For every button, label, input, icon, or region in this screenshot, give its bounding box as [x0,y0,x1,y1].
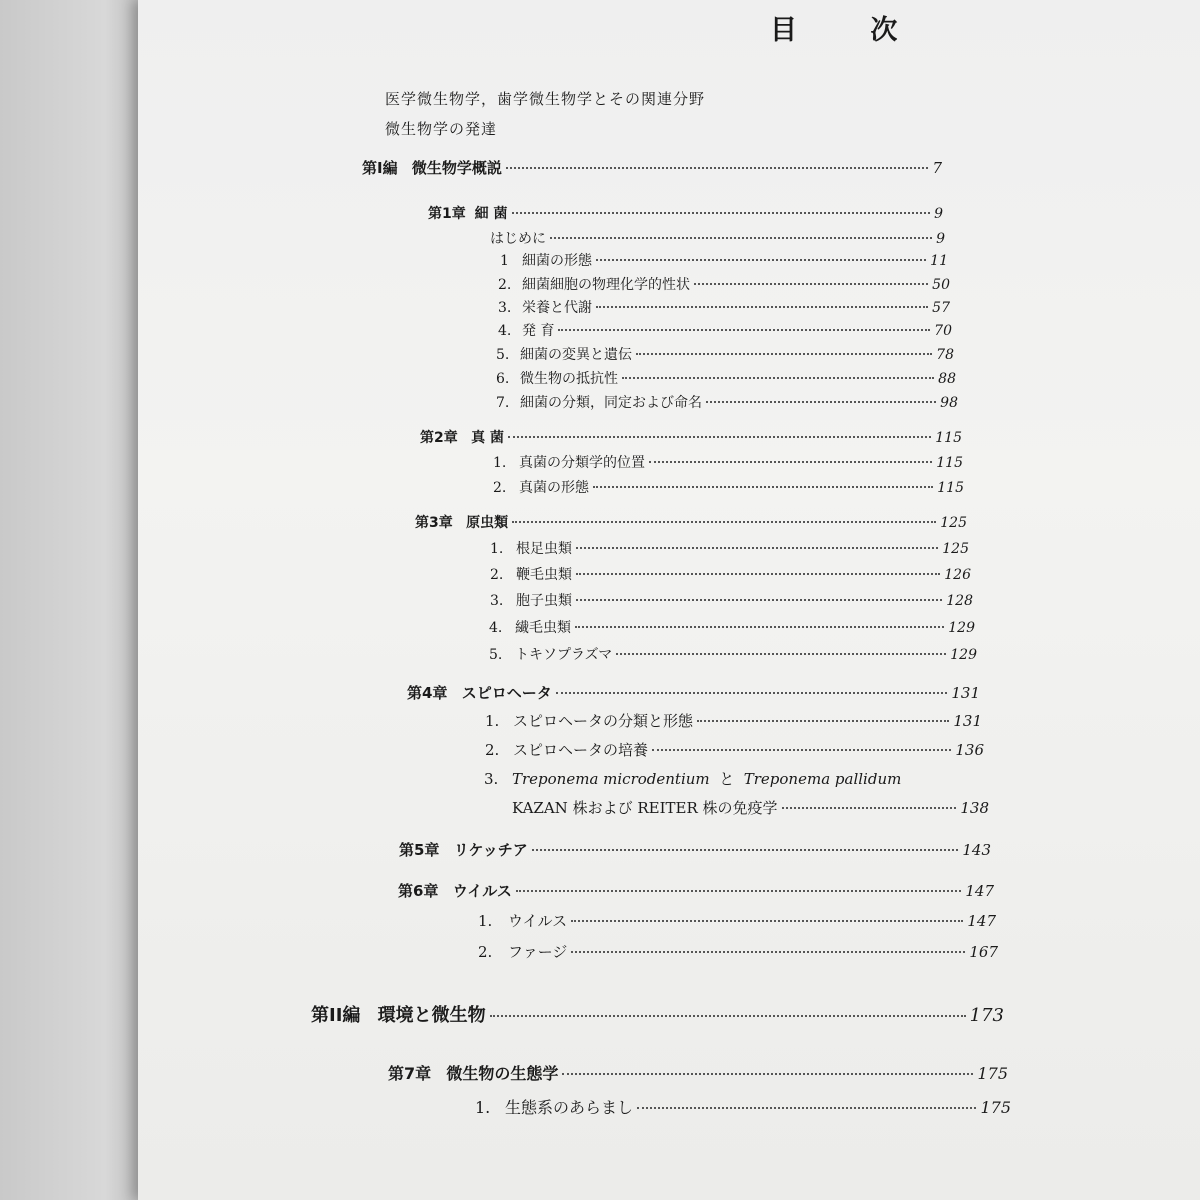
leader-dots [532,849,959,851]
facing-page [0,0,150,1200]
leader-dots [490,1015,966,1017]
page-number: 167 [969,943,998,961]
entry-title: はじめに [490,231,546,247]
page-number: 129 [950,647,977,663]
chapter-label: 第7章 [388,1064,432,1083]
chapter-title: リケッチア [453,841,528,859]
chapter-title: 原虫類 [466,515,509,531]
entry-title: 栄養と代謝 [522,300,592,316]
toc-entry-continued[interactable] [512,797,989,818]
leader-dots [636,353,932,355]
entry-title: 根足虫類 [516,541,572,557]
page-number: 125 [940,515,967,531]
leader-dots [506,167,929,169]
entry-number: 1. [490,541,504,557]
toc-part-2[interactable] [311,1001,1004,1027]
page-title: 目 次 [770,15,930,46]
page-number: 129 [948,620,975,636]
page-number: 131 [951,684,980,702]
entry-number: 2. [493,480,507,496]
entry-title: KAZAN 株および REITER 株の免疫学 [512,799,778,817]
entry-title: 細菌の分類，同定および命名 [520,395,702,411]
entry-title: スピロヘータの培養 [513,741,649,759]
leader-dots [637,1107,976,1109]
entry-number: 4. [489,620,503,636]
toc-chapter-5[interactable] [399,839,991,860]
part-label: 第Ⅰ編 [362,159,398,177]
toc-entry[interactable] [490,564,971,584]
page-number: 175 [980,1098,1011,1117]
species-name: Treponema pallidum [743,770,902,788]
chapter-label: 第3章 [415,515,453,531]
entry-title: 鞭毛虫類 [516,567,572,583]
page-number: 50 [932,277,950,293]
species-name: Treponema microdentium [512,770,710,788]
entry-number: 2. [485,741,500,759]
leader-dots [516,890,962,892]
chapter-title: 微生物の生態学 [446,1064,559,1083]
chapter-title: 細 菌 [474,206,508,222]
page-number: 115 [936,455,963,471]
toc-entry[interactable] [493,452,963,472]
page-number: 78 [936,347,954,363]
entry-title: スピロヘータの分類と形態 [513,712,694,730]
leader-dots [512,212,931,214]
leader-dots [576,573,940,575]
leader-dots [596,259,926,261]
toc-entry[interactable] [498,320,952,340]
part-label: 第II編 [311,1005,361,1026]
leader-dots [571,920,963,922]
leader-dots [562,1073,973,1075]
entry-title: トキソプラズマ [515,647,613,663]
leader-dots [649,461,932,463]
entry-number: 3. [490,593,504,609]
leader-dots [596,306,928,308]
entry-number: 1. [475,1098,491,1117]
chapter-label: 第6章 [398,882,439,900]
leader-dots [575,626,944,628]
leader-dots [652,749,951,751]
page-number: 115 [935,430,962,446]
toc-entry[interactable] [500,250,948,270]
toc-entry[interactable] [490,538,969,558]
leader-dots [706,401,936,403]
page-number: 88 [938,371,956,387]
chapter-title: 真 菌 [471,430,504,446]
toc-entry[interactable] [489,617,975,637]
leader-dots [571,951,965,953]
chapter-label: 第1章 [428,206,466,222]
entry-number: 2. [498,277,512,293]
entry-number: 3. [498,300,512,316]
entry-number: 1. [478,912,493,930]
toc-entry[interactable] [478,910,996,931]
page-number: 128 [946,593,973,609]
toc-entry[interactable] [478,941,998,962]
chapter-label: 第4章 [407,684,448,702]
toc-chapter-6[interactable] [398,880,994,901]
toc-chapter-7[interactable] [388,1061,1008,1084]
entry-number: 7. [496,395,510,411]
toc-entry[interactable] [496,344,954,364]
leader-dots [508,436,931,438]
leader-dots [616,653,946,655]
toc-entry[interactable] [489,644,977,664]
leader-dots [558,329,930,331]
page-number: 131 [953,712,982,730]
page-number: 9 [934,206,943,222]
entry-title: 発 育 [522,323,555,339]
entry-number: 4. [498,323,512,339]
toc-entry-multiline[interactable] [484,768,901,789]
leader-dots [576,547,938,549]
toc-chapter-2[interactable] [420,427,962,447]
page-number: 98 [940,395,958,411]
entry-number: 2. [490,567,504,583]
toc-entry[interactable] [493,477,964,497]
entry-number: 1. [493,455,507,471]
part-title: 環境と微生物 [377,1005,486,1026]
page-number: 136 [955,741,984,759]
entry-title: 細菌の変異と遺伝 [520,347,632,363]
toc-chapter-1[interactable] [428,203,943,223]
toc-entry[interactable] [498,297,950,317]
toc-entry[interactable] [490,228,945,248]
entry-title: 細菌の形態 [522,253,592,269]
page-number: 126 [944,567,971,583]
leader-dots [556,692,948,694]
page-number: 70 [934,323,952,339]
leader-dots [576,599,942,601]
entry-number: 6. [496,371,510,387]
conjunction: と [719,770,735,788]
entry-number: 3. [484,770,499,788]
entry-title: ファージ [508,943,568,961]
page-number: 57 [932,300,950,316]
leader-dots [697,720,949,722]
chapter-label: 第5章 [399,841,440,859]
leader-dots [694,283,928,285]
entry-title: 真菌の形態 [519,480,589,496]
page-number: 9 [936,231,945,247]
toc-entry[interactable] [496,368,956,388]
chapter-label: 第2章 [420,430,458,446]
page-number: 147 [967,912,996,930]
toc-entry[interactable] [490,590,973,610]
entry-number: 1 [500,253,509,269]
leader-dots [782,807,957,809]
entry-title: ウイルス [508,912,568,930]
leader-dots [593,486,933,488]
entry-title: 胞子虫類 [516,593,572,609]
entry-number: 5. [489,647,503,663]
entry-title: 真菌の分類学的位置 [519,455,645,471]
entry-number: 5. [496,347,510,363]
page-number: 125 [942,541,969,557]
page-number: 115 [937,480,964,496]
toc-entry[interactable] [475,1095,1011,1118]
page-number: 7 [932,159,942,177]
leader-dots [550,237,932,239]
leader-dots [512,521,936,523]
page-number: 138 [960,799,989,817]
toc-entry[interactable] [496,392,958,412]
page-number: 173 [969,1005,1004,1026]
toc-entry[interactable] [485,739,984,760]
toc-chapter-4[interactable] [407,682,980,703]
toc-chapter-3[interactable] [415,512,967,532]
part-title: 微生物学概説 [411,159,502,177]
entry-title: 微生物の抵抗性 [520,371,618,387]
page-number: 175 [977,1064,1008,1083]
entry-number: 2. [478,943,493,961]
intro-line: 微生物学の発達 [385,120,498,138]
entry-title: 繊毛虫類 [515,620,571,636]
page-number: 143 [962,841,991,859]
toc-entry[interactable] [485,710,982,731]
chapter-title: ウイルス [452,882,512,900]
entry-number: 1. [485,712,500,730]
toc-entry[interactable] [498,274,950,294]
chapter-title: スピロヘータ [461,684,552,702]
intro-line: 医学微生物学，歯学微生物学とその関連分野 [385,90,706,108]
entry-title: 生態系のあらまし [505,1098,634,1117]
toc-part-1[interactable] [362,157,942,178]
page-number: 11 [930,253,948,269]
page-number: 147 [965,882,994,900]
leader-dots [622,377,934,379]
entry-title: 細菌細胞の物理化学的性状 [522,277,690,293]
